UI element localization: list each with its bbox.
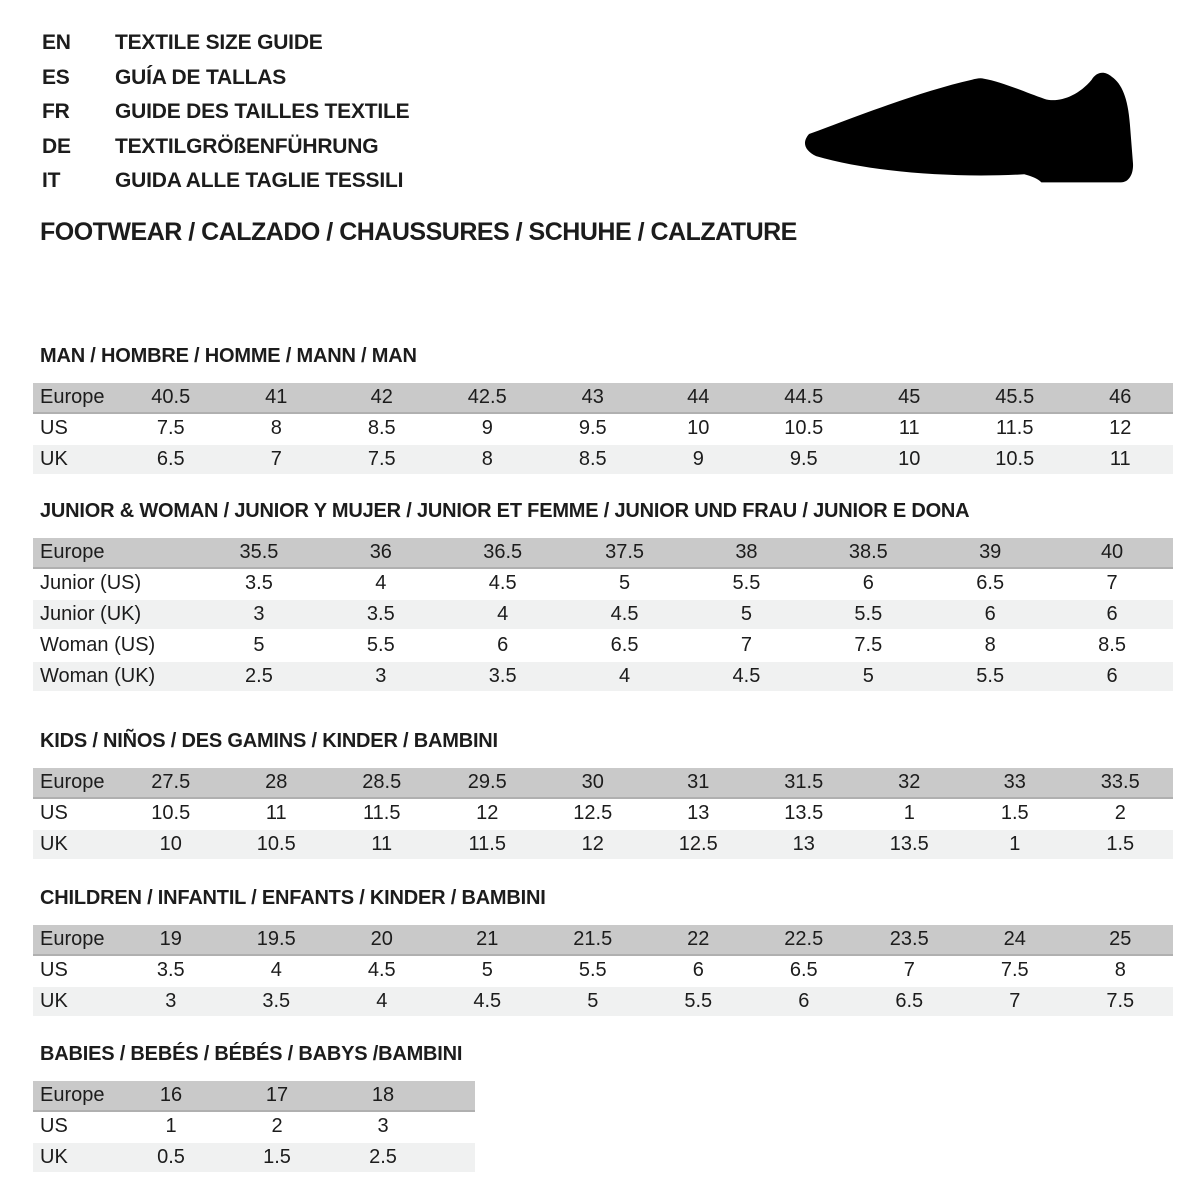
table-row-woman-uk <box>33 662 1173 693</box>
size-value: 5.5 <box>807 600 929 631</box>
table-row-junior-us <box>33 569 1173 600</box>
language-line-es <box>42 61 409 96</box>
size-value: 44.5 <box>751 383 857 414</box>
size-value: 6 <box>1051 600 1173 631</box>
size-value: 6.5 <box>751 956 857 987</box>
table-row-junior-uk <box>33 600 1173 631</box>
size-value: 5 <box>564 569 686 600</box>
row-label: Europe <box>33 383 118 414</box>
section-title-babies: BABIES / BEBÉS / BÉBÉS / BABYS /BAMBINI <box>40 1043 463 1065</box>
size-value: 43 <box>540 383 646 414</box>
size-guide-section-children <box>33 887 1173 1018</box>
row-label: Europe <box>33 538 198 569</box>
size-value: 16 <box>118 1081 224 1112</box>
size-value: 2 <box>1068 799 1174 830</box>
size-value: 2 <box>224 1112 330 1143</box>
table-row-us <box>33 956 1173 987</box>
language-line-en <box>42 26 409 61</box>
size-table-babies <box>33 1081 475 1174</box>
row-label: UK <box>33 987 118 1018</box>
size-value: 8.5 <box>329 414 435 445</box>
size-value: 3.5 <box>224 987 330 1018</box>
row-label: UK <box>33 830 118 861</box>
size-value: 5.5 <box>686 569 808 600</box>
size-value: 2.5 <box>198 662 320 693</box>
spacer-cell <box>436 1081 475 1112</box>
size-value: 44 <box>646 383 752 414</box>
section-title-man: MAN / HOMBRE / HOMME / MANN / MAN <box>40 345 417 367</box>
size-value: 2.5 <box>330 1143 436 1174</box>
size-value: 21 <box>435 925 541 956</box>
size-value: 9 <box>646 445 752 476</box>
size-value: 3.5 <box>118 956 224 987</box>
size-value: 5.5 <box>540 956 646 987</box>
size-value: 7 <box>962 987 1068 1018</box>
size-guide-section-kids <box>33 730 1173 861</box>
size-value: 7 <box>686 631 808 662</box>
size-value: 5.5 <box>320 631 442 662</box>
size-value: 12 <box>1068 414 1174 445</box>
size-value: 36 <box>320 538 442 569</box>
size-guide-section-junior-woman <box>33 500 1173 693</box>
size-value: 9.5 <box>540 414 646 445</box>
size-value: 7 <box>1051 569 1173 600</box>
size-value: 10 <box>857 445 963 476</box>
row-label: Woman (UK) <box>33 662 198 693</box>
size-value: 3 <box>198 600 320 631</box>
size-value: 1.5 <box>224 1143 330 1174</box>
size-value: 6 <box>442 631 564 662</box>
size-value: 7.5 <box>962 956 1068 987</box>
size-value: 12 <box>540 830 646 861</box>
row-label: Europe <box>33 925 118 956</box>
size-value: 11.5 <box>962 414 1068 445</box>
table-row-woman-us <box>33 631 1173 662</box>
size-value: 40 <box>1051 538 1173 569</box>
size-value: 5 <box>807 662 929 693</box>
size-value: 5.5 <box>929 662 1051 693</box>
size-value: 1 <box>962 830 1068 861</box>
size-value: 12.5 <box>646 830 752 861</box>
spacer-cell <box>436 1143 475 1174</box>
size-value: 11 <box>1068 445 1174 476</box>
size-value: 19.5 <box>224 925 330 956</box>
language-label: TEXTILE SIZE GUIDE <box>115 31 323 55</box>
size-value: 4.5 <box>564 600 686 631</box>
size-value: 4 <box>320 569 442 600</box>
size-value: 8 <box>435 445 541 476</box>
size-value: 42.5 <box>435 383 541 414</box>
size-value: 6 <box>929 600 1051 631</box>
size-value: 4.5 <box>442 569 564 600</box>
size-value: 8.5 <box>1051 631 1173 662</box>
size-value: 33.5 <box>1068 768 1174 799</box>
size-value: 9 <box>435 414 541 445</box>
size-value: 0.5 <box>118 1143 224 1174</box>
size-value: 31.5 <box>751 768 857 799</box>
size-guide-section-babies <box>33 1043 475 1174</box>
size-value: 10.5 <box>751 414 857 445</box>
size-value: 5 <box>686 600 808 631</box>
language-label: GUÍA DE TALLAS <box>115 65 287 89</box>
size-value: 45.5 <box>962 383 1068 414</box>
size-value: 22 <box>646 925 752 956</box>
size-value: 29.5 <box>435 768 541 799</box>
size-value: 3.5 <box>442 662 564 693</box>
size-value: 6.5 <box>564 631 686 662</box>
size-value: 7.5 <box>118 414 224 445</box>
size-value: 8 <box>929 631 1051 662</box>
language-label: GUIDE DES TAILLES TEXTILE <box>115 100 410 124</box>
size-table-man <box>33 383 1173 476</box>
size-value: 8 <box>224 414 330 445</box>
row-label: Junior (US) <box>33 569 198 600</box>
language-label: GUIDA ALLE TAGLIE TESSILI <box>115 169 404 193</box>
size-value: 37.5 <box>564 538 686 569</box>
size-value: 39 <box>929 538 1051 569</box>
language-line-it <box>42 164 409 199</box>
size-value: 3 <box>330 1112 436 1143</box>
size-value: 17 <box>224 1081 330 1112</box>
size-value: 24 <box>962 925 1068 956</box>
row-label: UK <box>33 1143 118 1174</box>
size-value: 1 <box>857 799 963 830</box>
size-value: 3 <box>320 662 442 693</box>
size-value: 1.5 <box>962 799 1068 830</box>
language-code: ES <box>42 65 70 89</box>
size-value: 12.5 <box>540 799 646 830</box>
size-value: 40.5 <box>118 383 224 414</box>
size-value: 6 <box>1051 662 1173 693</box>
size-value: 6.5 <box>118 445 224 476</box>
language-code: FR <box>42 100 70 124</box>
row-label: US <box>33 799 118 830</box>
size-value: 1.5 <box>1068 830 1174 861</box>
table-row-uk <box>33 445 1173 476</box>
size-value: 7.5 <box>807 631 929 662</box>
size-value: 18 <box>330 1081 436 1112</box>
size-guide-section-man <box>33 345 1173 476</box>
section-title-junior-woman: JUNIOR & WOMAN / JUNIOR Y MUJER / JUNIOR ET FEMME / JUNIOR UND FRAU / JUNIOR E DONA <box>40 500 970 522</box>
shoe-silhouette-graphic <box>803 70 1150 186</box>
language-label: TEXTILGRÖßENFÜHRUNG <box>115 134 379 158</box>
spacer-cell <box>436 1112 475 1143</box>
size-value: 6.5 <box>929 569 1051 600</box>
language-code: EN <box>42 31 71 55</box>
size-value: 12 <box>435 799 541 830</box>
section-title-kids: KIDS / NIÑOS / DES GAMINS / KINDER / BAMBINI <box>40 730 498 752</box>
table-row-europe <box>33 383 1173 414</box>
table-row-us <box>33 799 1173 830</box>
row-label: Europe <box>33 768 118 799</box>
size-value: 7 <box>224 445 330 476</box>
table-row-europe <box>33 538 1173 569</box>
size-value: 45 <box>857 383 963 414</box>
size-value: 10 <box>118 830 224 861</box>
size-value: 6.5 <box>857 987 963 1018</box>
size-table-junior-woman <box>33 538 1173 693</box>
size-value: 4 <box>224 956 330 987</box>
size-value: 25 <box>1068 925 1174 956</box>
language-code: IT <box>42 169 61 193</box>
size-value: 32 <box>857 768 963 799</box>
size-value: 38.5 <box>807 538 929 569</box>
size-value: 5 <box>435 956 541 987</box>
size-value: 11 <box>224 799 330 830</box>
size-value: 42 <box>329 383 435 414</box>
size-value: 11.5 <box>435 830 541 861</box>
size-value: 36.5 <box>442 538 564 569</box>
size-value: 10.5 <box>962 445 1068 476</box>
table-row-europe <box>33 768 1173 799</box>
language-code: DE <box>42 134 71 158</box>
size-value: 19 <box>118 925 224 956</box>
size-value: 13.5 <box>751 799 857 830</box>
table-row-uk <box>33 987 1173 1018</box>
size-value: 5.5 <box>646 987 752 1018</box>
size-value: 11 <box>857 414 963 445</box>
section-title-children: CHILDREN / INFANTIL / ENFANTS / KINDER / BAMBINI <box>40 887 546 909</box>
row-label: UK <box>33 445 118 476</box>
row-label: Europe <box>33 1081 118 1112</box>
size-value: 41 <box>224 383 330 414</box>
size-value: 46 <box>1068 383 1174 414</box>
size-value: 7.5 <box>1068 987 1174 1018</box>
table-row-europe <box>33 925 1173 956</box>
size-value: 20 <box>329 925 435 956</box>
size-value: 4 <box>564 662 686 693</box>
size-value: 21.5 <box>540 925 646 956</box>
size-value: 11.5 <box>329 799 435 830</box>
row-label: US <box>33 1112 118 1143</box>
size-value: 13 <box>646 799 752 830</box>
shoe-icon <box>803 70 1150 186</box>
size-value: 28 <box>224 768 330 799</box>
size-value: 31 <box>646 768 752 799</box>
size-value: 22.5 <box>751 925 857 956</box>
size-value: 4 <box>442 600 564 631</box>
size-value: 1 <box>118 1112 224 1143</box>
size-value: 38 <box>686 538 808 569</box>
size-value: 11 <box>329 830 435 861</box>
size-value: 9.5 <box>751 445 857 476</box>
language-line-de <box>42 130 409 165</box>
row-label: Junior (UK) <box>33 600 198 631</box>
size-value: 6 <box>807 569 929 600</box>
table-row-europe <box>33 1081 475 1112</box>
size-value: 6 <box>751 987 857 1018</box>
table-row-us <box>33 1112 475 1143</box>
size-value: 3 <box>118 987 224 1018</box>
size-value: 6 <box>646 956 752 987</box>
size-value: 23.5 <box>857 925 963 956</box>
size-table-kids <box>33 768 1173 861</box>
size-value: 10 <box>646 414 752 445</box>
table-row-us <box>33 414 1173 445</box>
size-value: 10.5 <box>118 799 224 830</box>
size-value: 3.5 <box>320 600 442 631</box>
size-value: 3.5 <box>198 569 320 600</box>
size-value: 27.5 <box>118 768 224 799</box>
size-value: 13 <box>751 830 857 861</box>
table-row-uk <box>33 1143 475 1174</box>
language-title-block <box>42 26 409 199</box>
size-value: 5 <box>198 631 320 662</box>
category-line: FOOTWEAR / CALZADO / CHAUSSURES / SCHUHE / CALZATURE <box>40 218 797 246</box>
size-value: 8 <box>1068 956 1174 987</box>
row-label: US <box>33 956 118 987</box>
size-value: 5 <box>540 987 646 1018</box>
row-label: Woman (US) <box>33 631 198 662</box>
size-value: 7.5 <box>329 445 435 476</box>
size-value: 13.5 <box>857 830 963 861</box>
size-table-children <box>33 925 1173 1018</box>
size-value: 4.5 <box>329 956 435 987</box>
table-row-uk <box>33 830 1173 861</box>
size-value: 8.5 <box>540 445 646 476</box>
size-value: 4.5 <box>686 662 808 693</box>
size-value: 10.5 <box>224 830 330 861</box>
row-label: US <box>33 414 118 445</box>
size-value: 4.5 <box>435 987 541 1018</box>
size-value: 4 <box>329 987 435 1018</box>
size-value: 35.5 <box>198 538 320 569</box>
size-value: 33 <box>962 768 1068 799</box>
size-value: 28.5 <box>329 768 435 799</box>
size-value: 7 <box>857 956 963 987</box>
size-value: 30 <box>540 768 646 799</box>
language-line-fr <box>42 95 409 130</box>
